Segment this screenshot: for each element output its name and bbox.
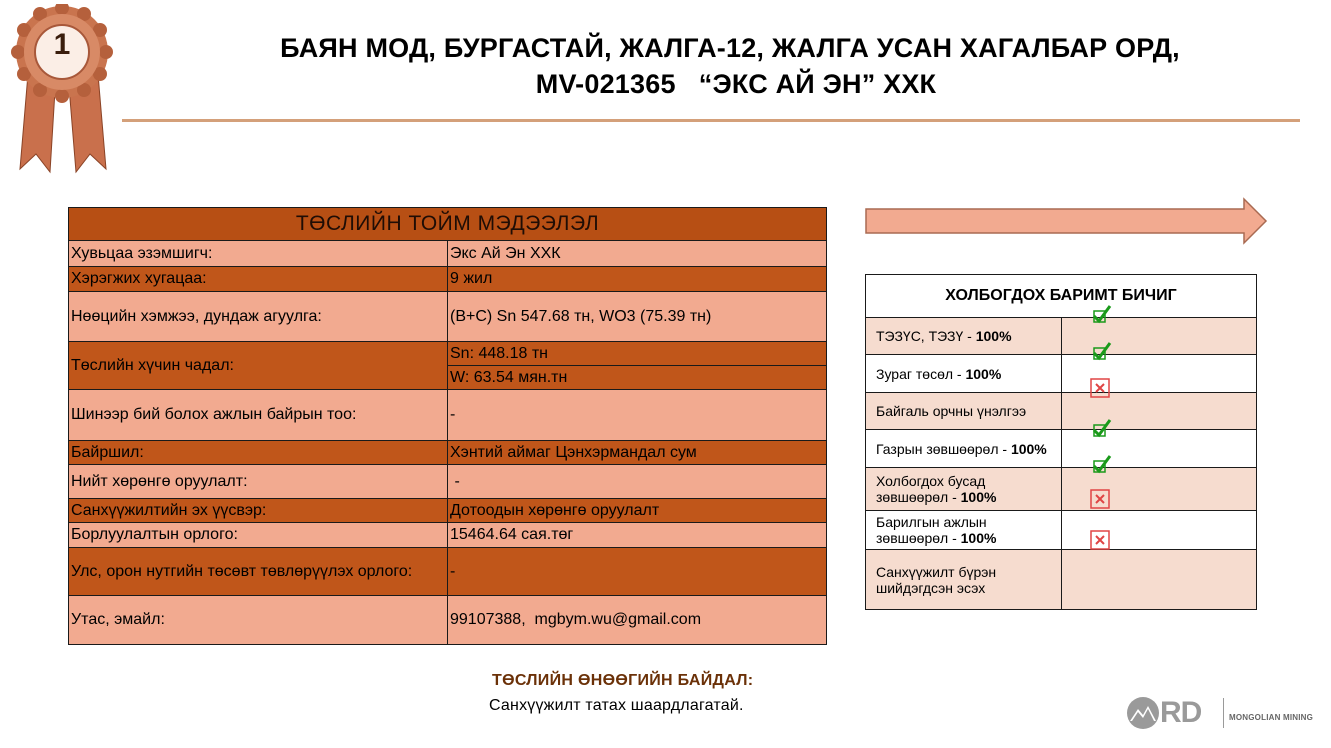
table-row: [69, 596, 827, 645]
status-text: Санхүүжилт татах шаардлагатай.: [489, 697, 744, 714]
status-label: ТӨСЛИЙН ӨНӨӨГИЙН БАЙДАЛ:: [492, 672, 754, 689]
overview-header: ТӨСЛИЙН ТОЙМ МЭДЭЭЛЭЛ: [69, 208, 827, 241]
list-item: [866, 393, 1257, 430]
document-name: Холбогдох бусад зөвшөөрөл - 100%: [866, 468, 1062, 511]
row-label: Хувьцаа эзэмшигч:: [69, 241, 448, 267]
row-value: Дотоодын хөрөнгө оруулалт: [448, 499, 827, 523]
document-name: Барилгын ажлын зөвшөөрөл - 100%: [866, 511, 1062, 550]
title-line-2: MV-021365 “ЭКС АЙ ЭН” ХХК: [535, 69, 937, 99]
row-value: (B+C) Sn 547.68 тн, WO3 (75.39 тн): [448, 292, 827, 342]
row-value: -: [448, 465, 827, 499]
cross-icon: [1090, 489, 1110, 509]
list-item: [866, 468, 1257, 511]
document-name: Газрын зөвшөөрөл - 100%: [866, 430, 1062, 468]
table-row: [69, 523, 827, 548]
company-name: MONGOLIAN MINING: [1229, 713, 1314, 722]
title-line-1: БАЯН МОД, БУРГАСТАЙ, ЖАЛГА-12, ЖАЛГА УСАН ХАГАЛБАР ОРД,: [280, 33, 1180, 63]
overview-header-row: [69, 208, 827, 241]
logo-divider: [1223, 698, 1224, 728]
cross-icon: [1090, 378, 1110, 398]
row-value: 9 жил: [448, 267, 827, 292]
logo-text: RD: [1160, 696, 1202, 729]
table-row: [69, 342, 827, 366]
row-label: Нийт хөрөнгө оруулалт:: [69, 465, 448, 499]
cross-icon: [1090, 530, 1110, 550]
table-row: [69, 241, 827, 267]
table-row: [69, 548, 827, 596]
table-row: [69, 465, 827, 499]
table-row: [69, 441, 827, 465]
row-value: Хэнтий аймаг Цэнхэрмандал сум: [448, 441, 827, 465]
check-icon: [1090, 418, 1112, 440]
row-label: Шинээр бий болох ажлын байрын тоо:: [69, 390, 448, 441]
list-item: [866, 511, 1257, 550]
row-value: -: [448, 548, 827, 596]
row-value: 99107388, mgbym.wu@gmail.com: [448, 596, 827, 645]
check-icon: [1090, 341, 1112, 363]
rosette-badge: [6, 4, 126, 174]
check-icon: [1090, 304, 1112, 326]
project-overview-table: [68, 207, 827, 645]
row-label: Утас, эмайл:: [69, 596, 448, 645]
row-value-secondary: W: 63.54 мян.тн: [448, 366, 827, 390]
list-item: [866, 550, 1257, 610]
table-row: [69, 390, 827, 441]
row-label: Хэрэгжих хугацаа:: [69, 267, 448, 292]
related-documents-table: [865, 274, 1257, 610]
row-value: Sn: 448.18 тн: [448, 342, 827, 366]
title-divider: [122, 119, 1300, 122]
row-label: Улс, орон нутгийн төсөвт төвлөрүүлэх орлого:: [69, 548, 448, 596]
row-label: Төслийн хүчин чадал:: [69, 342, 448, 390]
document-name: ТЭЗҮС, ТЭЗҮ - 100%: [866, 318, 1062, 355]
row-label: Борлуулалтын орлого:: [69, 523, 448, 548]
list-item: [866, 318, 1257, 355]
row-value: Экс Ай Эн ХХК: [448, 241, 827, 267]
documents-header: ХОЛБОГДОХ БАРИМТ БИЧИГ: [866, 275, 1257, 318]
page-title: [130, 30, 1330, 102]
row-label: Байршил:: [69, 441, 448, 465]
documents-header-row: [866, 275, 1257, 318]
table-row: [69, 499, 827, 523]
list-item: [866, 430, 1257, 468]
row-value: 15464.64 сая.төг: [448, 523, 827, 548]
table-row: [69, 267, 827, 292]
document-name: Санхүүжилт бүрэн шийдэгдсэн эсэх: [866, 550, 1062, 610]
arrow-right-icon: [864, 197, 1268, 245]
document-name: Байгаль орчны үнэлгээ: [866, 393, 1062, 430]
row-label: Нөөцийн хэмжээ, дундаж агуулга:: [69, 292, 448, 342]
badge-number: 1: [53, 28, 71, 61]
document-name: Зураг төсөл - 100%: [866, 355, 1062, 393]
mountain-logo-icon: [1126, 696, 1160, 730]
check-icon: [1090, 454, 1112, 476]
list-item: [866, 355, 1257, 393]
company-logo: [1126, 694, 1326, 734]
row-value: -: [448, 390, 827, 441]
table-row: [69, 292, 827, 342]
row-label: Санхүүжилтийн эх үүсвэр:: [69, 499, 448, 523]
